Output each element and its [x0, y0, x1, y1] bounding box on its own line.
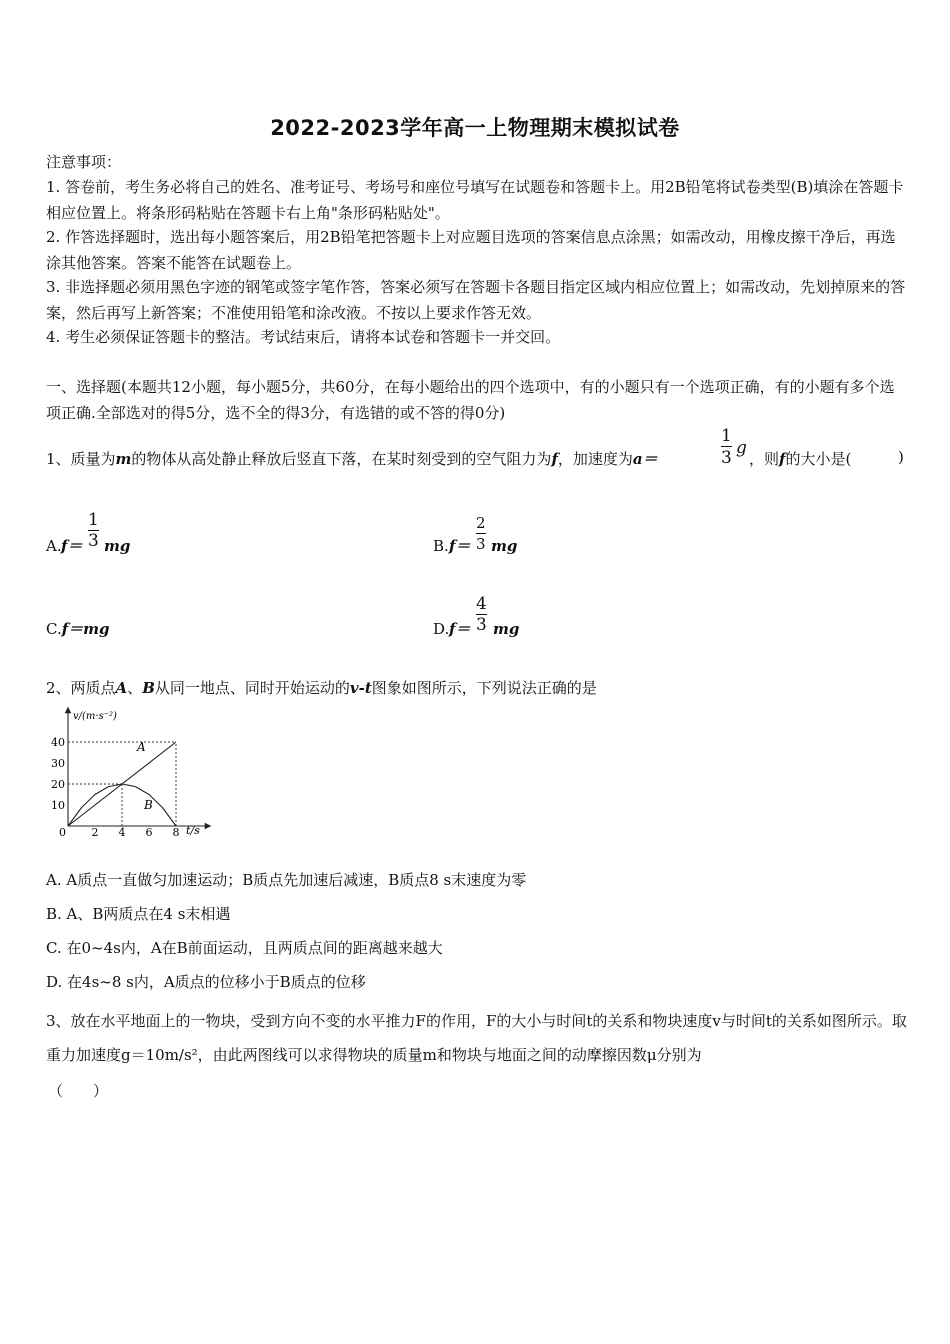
notice-item-1: 1. 答卷前，考生务必将自己的姓名、准考证号、考场号和座位号填写在试题卷和答题卡上。用2B铅笔将试卷类型(B)填涂在答题卡相应位置上。将条形码粘贴在答题卡右上角"条形码粘贴处"。 [46, 178, 904, 222]
y-tick-label-40: 40 [51, 736, 65, 749]
q1-option-c [46, 619, 110, 639]
q2-option-a: A. A质点一直做匀加速运动；B质点先加速后减速，B质点8 s末速度为零 [46, 871, 527, 889]
q1-text-mid: 的物体从高处静止释放后竖直下落，在某时刻受到的空气阻力为 [131, 450, 552, 468]
q1-option-b-den: 3 [476, 535, 486, 553]
q1-option-b-fraction [476, 513, 486, 554]
x-axis-label: t/s [186, 824, 200, 837]
q1-var-f: f [551, 450, 558, 468]
q2-option-b: B. A、B两质点在4 s末相遇 [46, 905, 231, 923]
x-tick-label-0: 0 [59, 826, 66, 839]
q1-option-c-lhs: f＝mg [61, 620, 110, 638]
q1-option-d-rhs: mg [493, 620, 520, 638]
q1-var-g: g [736, 438, 747, 458]
q1-text-mid2: ，加速度为 [557, 450, 633, 468]
question-3: 3、放在水平地面上的一物块，受到方向不变的水平推力F的作用，F的大小与时间t的关系和物块速度v与时间t的关系如图所示。取重力加速度g＝10m/s²，由此两图线可以求得物块的质量m和物块与地面之间的动摩擦因数μ分别为 [46, 1012, 907, 1064]
q1-fraction [721, 426, 732, 468]
q2-text-sep: 、 [127, 679, 143, 697]
q1-option-a-num: 1 [88, 510, 99, 530]
q1-var-f2: f [779, 450, 786, 468]
q1-option-c-label: C. [46, 620, 62, 638]
q1-option-b-num: 2 [476, 514, 486, 532]
x-tick-label-4: 4 [118, 826, 126, 839]
q1-option-d-fraction [476, 594, 487, 635]
q2-var-vt: v-t [349, 679, 372, 697]
q2-text-mid: 从同一地点、同时开始运动的 [154, 679, 350, 697]
q1-accel-eq: a＝ [632, 450, 658, 468]
q1-paren-close: ) [898, 448, 904, 466]
q1-option-a-label: A. [46, 537, 62, 555]
q1-text-pre: 1、质量为 [46, 450, 116, 468]
q1-option-b-rhs: mg [491, 537, 518, 555]
question-1 [46, 424, 908, 472]
q3-paren: （ ） [48, 1082, 109, 1100]
section-heading: 一、选择题(本题共12小题，每小题5分，共60分，在每小题给出的四个选项中，有的小题只有一个选项正确，有的小题有多个选项正确.全部选对的得5分，选不全的得3分，有选错的或不答的得0分) [46, 378, 895, 422]
q1-option-a-rhs: mg [104, 537, 131, 555]
q1-option-d-den: 3 [476, 615, 487, 635]
x-tick-label-2: 2 [91, 826, 99, 839]
notice-item-4: 4. 考生必须保证答题卡的整洁。考试结束后，请将本试卷和答题卡一并交回。 [46, 328, 561, 346]
series-label-b: B [144, 798, 153, 812]
q1-option-b-label: B. [433, 537, 449, 555]
question-2 [46, 678, 597, 698]
notice-heading: 注意事项： [46, 153, 122, 171]
q1-text-post: ，则 [749, 450, 780, 468]
q2-text-post: 图象如图所示，下列说法正确的是 [371, 679, 597, 697]
y-tick-label-30: 30 [51, 757, 65, 770]
notice-item-3: 3. 非选择题必须用黑色字迹的钢笔或签字笔作答，答案必须写在答题卡各题目指定区域内相应位置上；如需改动，先划掉原来的答案，然后再写上新答案；不准使用铅笔和涂改液。不按以上要求作答无效。 [46, 278, 906, 322]
q1-option-d-lhs: f＝ [449, 620, 471, 638]
q2-option-c: C. 在0~4s内，A在B前面运动，且两质点间的距离越来越大 [46, 939, 443, 957]
q1-option-b-lhs: f＝ [449, 537, 471, 555]
q2-option-d: D. 在4s~8 s内，A质点的位移小于B质点的位移 [46, 973, 366, 991]
x-tick-label-6: 6 [145, 826, 153, 839]
q1-option-a-fraction [88, 510, 99, 551]
q1-option-a-den: 3 [88, 531, 99, 551]
q1-option-d-num: 4 [476, 594, 487, 614]
q1-var-m: m [115, 450, 132, 468]
y-axis-label: v/(m·s⁻²) [73, 711, 117, 722]
q1-option-a-lhs: f＝ [61, 537, 83, 555]
q2-var-a: A [115, 679, 128, 697]
x-tick-label-8: 8 [172, 826, 180, 839]
vt-chart [40, 702, 220, 842]
q1-text-post2: 的大小是( [785, 450, 852, 468]
q2-text-pre: 2、两质点 [46, 679, 116, 697]
series-label-a: A [137, 740, 146, 754]
y-tick-label-10: 10 [51, 799, 65, 812]
page-title: 2022-2023学年高一上物理期末模拟试卷 [270, 116, 680, 140]
notice-item-2: 2. 作答选择题时，选出每小题答案后，用2B铅笔把答题卡上对应题目选项的答案信息点涂黑；如需改动，用橡皮擦干净后，再选涂其他答案。答案不能答在试题卷上。 [46, 228, 896, 272]
q2-var-b: B [142, 679, 155, 697]
q1-option-d-label: D. [433, 620, 450, 638]
q1-frac-num: 1 [721, 426, 732, 446]
y-tick-label-20: 20 [51, 778, 65, 791]
q1-frac-den: 3 [721, 448, 732, 468]
